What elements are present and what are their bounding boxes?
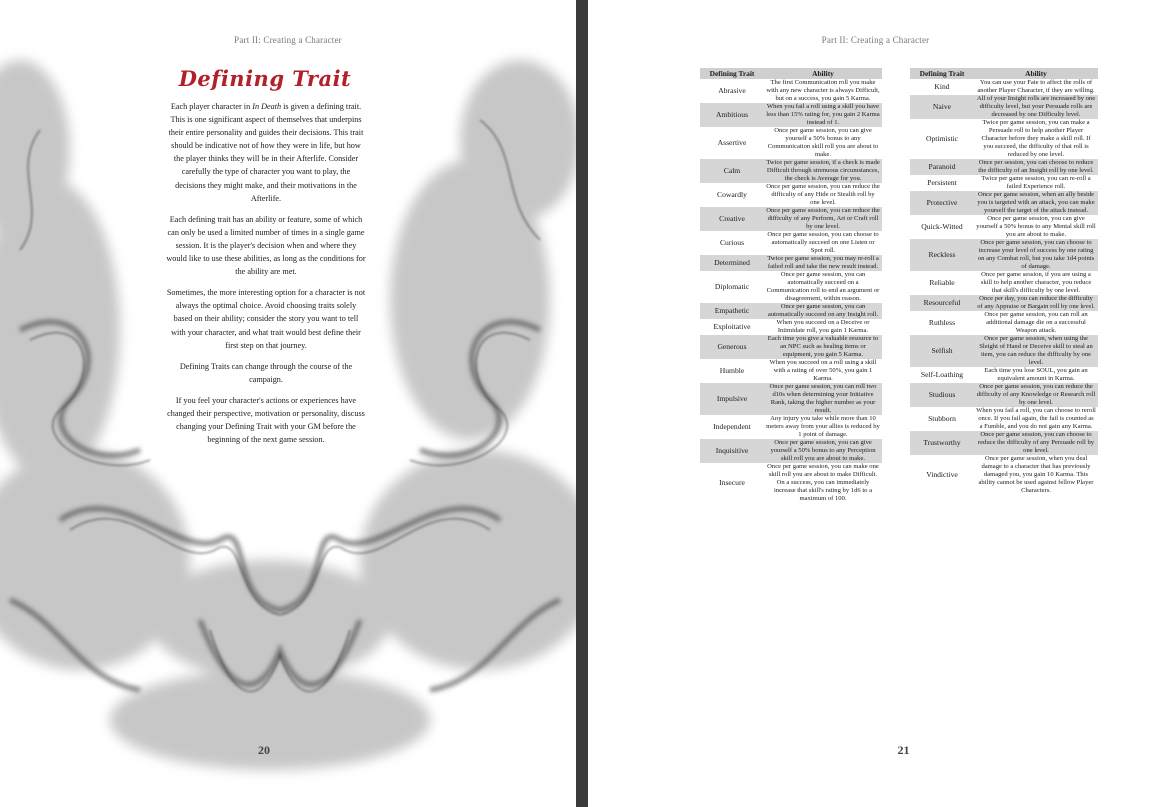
table-row [700, 183, 882, 207]
trait-name: Reckless [910, 239, 974, 271]
trait-ability: You can use your Fate to affect the rolls of another Player Character, if they are willing. [977, 79, 1095, 94]
traits-table-right [910, 68, 1098, 495]
trait-ability: Twice per game session, you may re-roll a failed roll and take the new result instead. [764, 255, 882, 271]
paragraph: Each player character in In Death is given a defining trait. This is one significant aspect of themselves that underpins their entire personality and guides their decisions. This trait should be indicative not of how they were in life, but how the player thinks they will be in their Afterlife. Consider carefully the type of character you want to play, the decisions they might make, and their motivations in the Afterlife. [168, 102, 364, 203]
trait-ability: Twice per game session, you can re-roll a failed Experience roll. [981, 175, 1091, 190]
body-text [166, 100, 366, 454]
trait-ability: Twice per game session, you can make a Persuade roll to help another Player Character before they make a skill roll. If you succeed, the difficulty of that roll is reduced by one level. [981, 119, 1091, 158]
trait-ability: When you fail a roll using a skill you have less than 15% rating for, you gain 2 Karma instead of 1. [764, 103, 882, 127]
table-row [910, 271, 1098, 295]
table-row [700, 359, 882, 383]
trait-ability: When you succeed on a Deceive or Intimidate roll, you gain 1 Karma. [776, 319, 870, 334]
page-number: 20 [258, 743, 270, 757]
column-header-trait: Defining Trait [700, 68, 764, 79]
table-row [910, 191, 1098, 215]
chapter-title: Defining Trait [178, 66, 352, 91]
trait-name: Creative [700, 207, 764, 231]
trait-name: Determined [700, 255, 764, 271]
trait-name: Studious [910, 383, 974, 407]
table-row [700, 335, 882, 359]
paragraph: Sometimes, the more interesting option for a character is not always the optimal choice. Avoid choosing traits solely based on their ability; consider the story you want to tell with your character, and what trait would best define their first step on that journey. [166, 288, 366, 350]
trait-name: Paranoid [910, 159, 974, 175]
trait-ability: Once per game session, when using the Sleight of Hand or Deceive skill to steal an item, you can reduce the difficulty by one level. [974, 335, 1098, 367]
table-row [910, 295, 1098, 311]
trait-ability: Once per session, you can choose to reduce the difficulty of an Insight roll by one level. [974, 159, 1098, 175]
trait-ability: Once per game session, you can choose to reduce the difficulty of any Persuade roll by one level. [974, 431, 1098, 455]
game-title: In Death [252, 102, 282, 111]
trait-name: Stubborn [928, 414, 956, 423]
table-row [700, 79, 882, 103]
table-row [910, 159, 1098, 175]
trait-ability: Once per game session, you can give yourself a 50% bonus to any Mental skill roll you are about to make. [976, 215, 1096, 238]
trait-name: Kind [934, 82, 950, 91]
trait-name: Quick-Witted [921, 222, 963, 231]
table-row [700, 231, 882, 255]
trait-name: Resourceful [910, 295, 974, 311]
trait-name: Selfish [910, 335, 974, 367]
running-head: Part II: Creating a Character [821, 35, 930, 45]
table-row [910, 95, 1098, 119]
trait-name: Protective [910, 191, 974, 215]
table-row [910, 215, 1098, 239]
trait-ability: Once per game session, you can reduce the difficulty of any Knowledge or Research roll by one level. [974, 383, 1098, 407]
table-row [700, 159, 882, 183]
table-row [910, 311, 1098, 335]
trait-name: Ruthless [928, 318, 956, 327]
table-row [700, 207, 882, 231]
trait-name: Inquisitive [700, 439, 764, 463]
trait-ability: Any injury you take while more than 10 meters away from your allies is reduced by 1 point of damage. [766, 415, 880, 438]
trait-ability: Each time you lose SOUL, you gain an equivalent amount in Karma. [984, 367, 1088, 382]
trait-ability: Once per game session, when you deal damage to a character that has previously damaged you, you gain 10 Karma. This ability cannot be used against fellow Player Characters. [978, 455, 1094, 494]
trait-ability: When you succeed on a roll using a skill with a rating of over 50%, you gain 1 Karma. [769, 359, 877, 382]
trait-ability: Once per game session, you can make one skill roll you are about to make Difficult. On a success, you can immediately increase that skill's rating by 1d6 to a maximum of 100. [767, 463, 879, 502]
trait-name: Reliable [929, 278, 955, 287]
trait-ability: All of your Insight rolls are increased by one difficulty level, but your Persuade rolls are decreased by one Difficulty level. [974, 95, 1098, 119]
table-row [700, 271, 882, 303]
trait-ability: Once per game session, you can automatically succeed on a Communication roll to end an argument or disagreement, within reason. [766, 271, 880, 302]
trait-name: Optimistic [925, 134, 959, 143]
table-row [910, 79, 1098, 95]
table-row [910, 367, 1098, 383]
table-row [700, 415, 882, 439]
table-row [910, 175, 1098, 191]
trait-ability: Once per game session, if you are using a skill to help another character, you reduce that skill's difficulty by one level. [980, 271, 1092, 294]
paragraph: Each defining trait has an ability or feature, some of which can only be used a limited number of times in a single game session. It is the player's decision when and where they would like to use these abilities, as long as the conditions for the ability are met. [166, 214, 366, 277]
column-header-ability: Ability [764, 68, 882, 79]
table-row [910, 239, 1098, 271]
table-row [910, 383, 1098, 407]
trait-ability: Once per game session, you can choose to automatically succeed on one Listen or Spot roll. [767, 231, 879, 254]
trait-name: Assertive [717, 138, 747, 147]
trait-name: Empathetic [700, 303, 764, 319]
column-header-ability: Ability [974, 68, 1098, 79]
trait-name: Trustworthy [910, 431, 974, 455]
table-row [910, 407, 1098, 431]
table-row [700, 383, 882, 415]
table-row [700, 463, 882, 503]
trait-ability: When you fail a roll, you can choose to reroll once. If you fail again, the fail is counted as a Fumble, and you do not gain any Karma. [976, 407, 1096, 430]
trait-ability: Once per game session, when an ally beside you is targeted with an attack, you can make yourself the target of the attack instead. [974, 191, 1098, 215]
table-row [700, 127, 882, 159]
trait-ability: Once per game session, you can reduce the difficulty of any Hide or Stealth roll by one level. [766, 183, 880, 206]
trait-ability: Once per game session, you can roll an additional damage die on a successful Weapon attack. [984, 311, 1088, 334]
trait-ability: Once per game session, you can automatically succeed on any Insight roll. [764, 303, 882, 319]
trait-name: Calm [700, 159, 764, 183]
trait-ability: Twice per game session, if a check is made Difficult through strenuous circumstances, the check is Average for you. [764, 159, 882, 183]
trait-name: Exploitative [713, 322, 751, 331]
trait-name: Vindictive [926, 470, 958, 479]
trait-name: Naive [910, 95, 974, 119]
trait-ability: Once per day, you can reduce the difficulty of any Appraise or Bargain roll by one level. [974, 295, 1098, 311]
trait-name: Diplomatic [714, 282, 750, 291]
table-row [910, 455, 1098, 495]
trait-name: Cowardly [717, 190, 747, 199]
trait-ability: Each time you give a valuable resource to an NPC such as healing items or equipment, you gain 5 Karma. [764, 335, 882, 359]
trait-ability: The first Communication roll you make with any new character is always Difficult, but on a success, you gain 5 Karma. [766, 79, 880, 102]
page-number: 21 [897, 743, 910, 757]
table-row [910, 119, 1098, 159]
table-row [910, 335, 1098, 367]
table-row [700, 255, 882, 271]
trait-name: Independent [713, 422, 751, 431]
column-header-trait: Defining Trait [910, 68, 974, 79]
trait-name: Abrasive [718, 86, 746, 95]
trait-ability: Once per game session, you can give yourself a 50% bonus to any Perception skill roll you are about to make. [764, 439, 882, 463]
trait-ability: Once per game session, you can give yourself a 50% bonus to any Communication skill roll you are about to make. [767, 127, 879, 158]
trait-name: Self-Loathing [920, 370, 964, 379]
table-row [700, 303, 882, 319]
trait-name: Insecure [719, 478, 745, 487]
trait-name: Curious [719, 238, 745, 247]
paragraph: If you feel your character's actions or experiences have changed their perspective, motivation or personality, discuss changing your Defining Trait with your GM before the beginning of the next game session. [167, 395, 365, 445]
right-page [588, 0, 1163, 807]
left-page [0, 0, 576, 807]
trait-ability: Once per game session, you can choose to increase your level of success by one rating on any Combat roll, but you take 1d4 points of damage. [974, 239, 1098, 271]
trait-name: Generous [700, 335, 764, 359]
trait-name: Persistent [927, 178, 957, 187]
table-row [700, 319, 882, 335]
trait-ability: Once per game session, you can reduce the difficulty of any Perform, Art or Craft roll by one level. [764, 207, 882, 231]
trait-name: Humble [719, 366, 745, 375]
table-row [700, 103, 882, 127]
traits-table-left [700, 68, 882, 503]
running-head: Part II: Creating a Character [234, 35, 342, 45]
trait-name: Impulsive [700, 383, 764, 415]
table-row [700, 439, 882, 463]
table-row [910, 431, 1098, 455]
trait-name: Ambitious [700, 103, 764, 127]
paragraph: Defining Traits can change through the course of the campaign. [179, 361, 353, 384]
trait-ability: Once per game session, you can roll two d10s when determining your Initiative Rank, taking the higher number as your result. [764, 383, 882, 415]
